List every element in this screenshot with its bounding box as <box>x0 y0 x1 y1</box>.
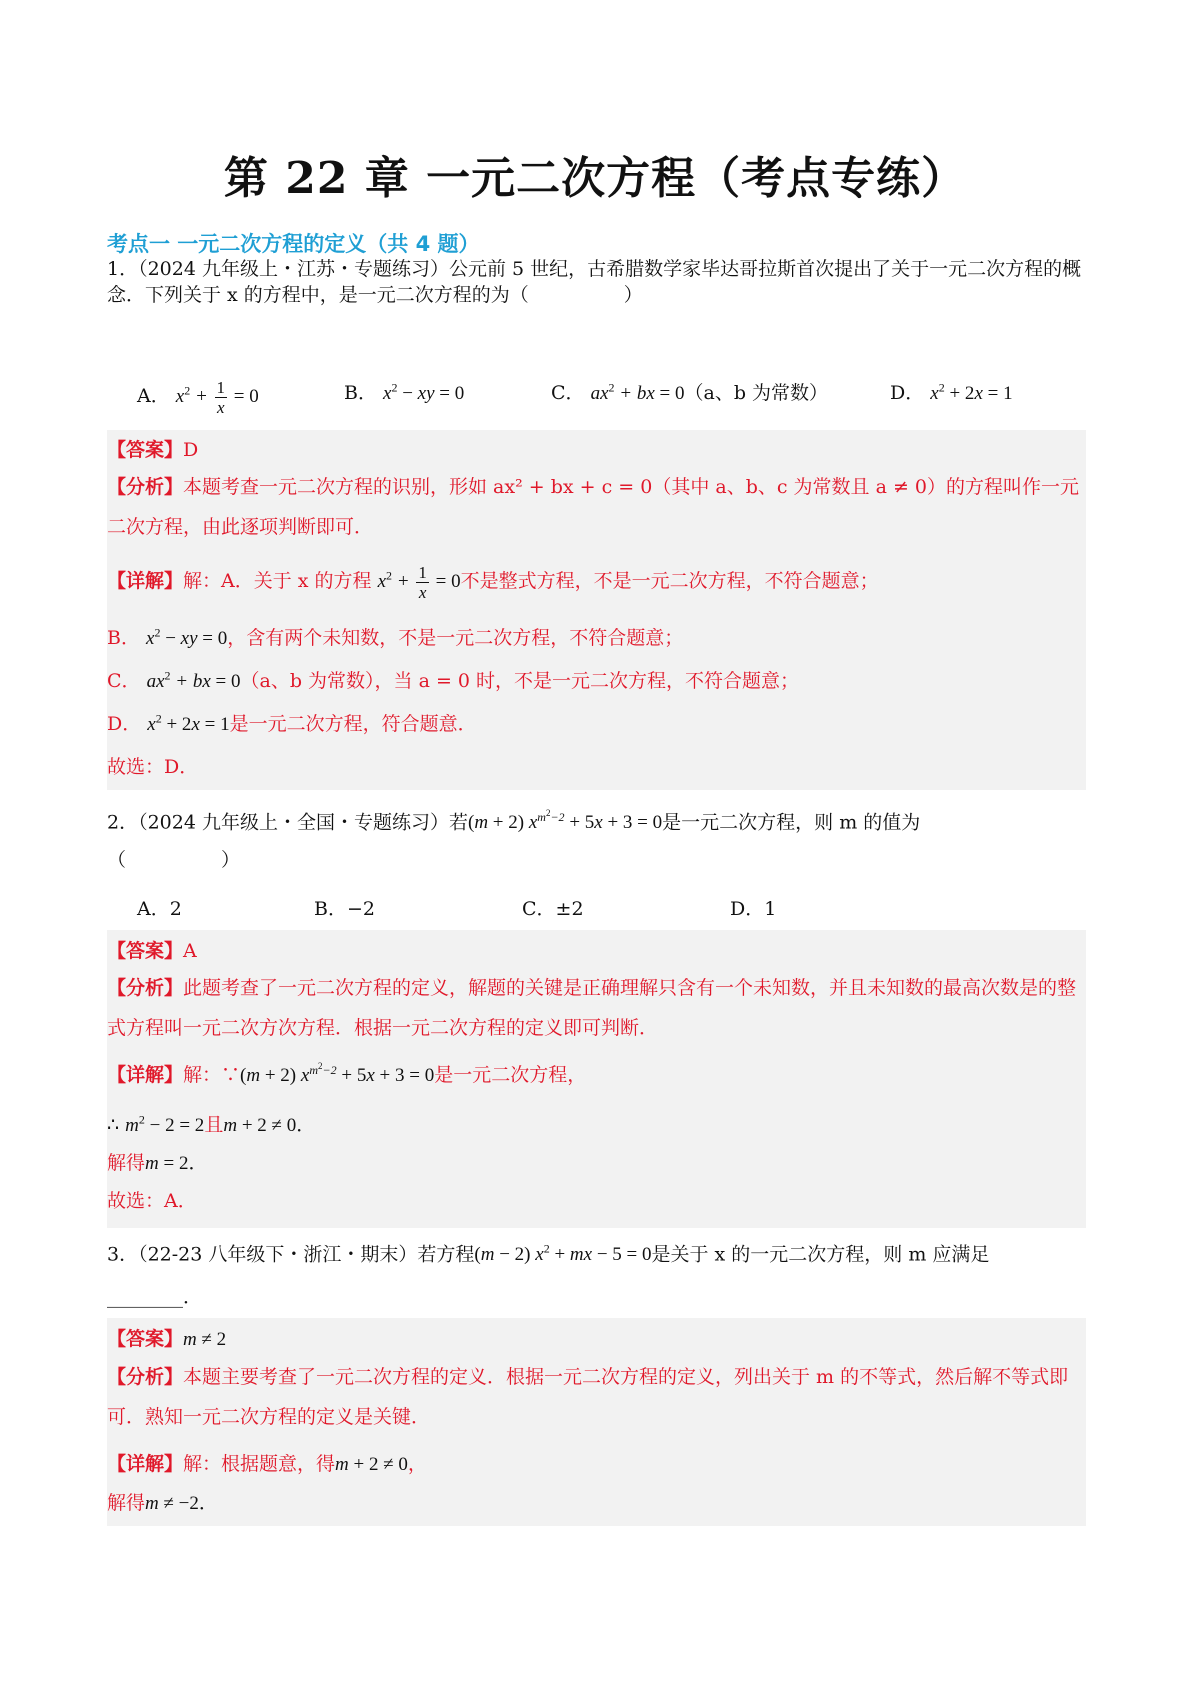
step-line: 解得m ≠ −2． <box>107 1492 218 1514</box>
answer-line: 【答案】A <box>107 940 197 962</box>
answer-line: 【答案】D <box>107 439 199 461</box>
question-3-blank: ________． <box>107 1286 203 1308</box>
answer-line: 【答案】m ≠ 2 <box>107 1328 227 1350</box>
question-1-options <box>137 378 1097 417</box>
choice-line: 故选：D． <box>107 756 199 778</box>
question-3-answer-box <box>107 1318 1086 1526</box>
choice-line: 故选：A． <box>107 1190 197 1212</box>
section-heading: 考点一 一元二次方程的定义（共 4 题） <box>107 232 480 256</box>
question-2-answer-box <box>107 930 1086 1228</box>
analysis-line: 【分析】本题考查一元二次方程的识别，形如 ax² + bx + c = 0（其中 a、b、c 为常数且 a ≠ 0）的方程叫作一元二次方程，由此逐项判断即可． <box>107 476 1079 538</box>
question-3-stem: 3．（22-23 八年级下・浙江・期末）若方程(m − 2) $x^2$ + mx − 5 = 0是关于 x 的一元二次方程，则 m 应满足 <box>107 1242 990 1266</box>
detail-line: 【详解】解：∵(m + 2) $x^{m^2-2} + 5x + 3 = 0$是一元二次方程， <box>107 1060 587 1086</box>
option-a: A．2 <box>137 898 182 920</box>
question-1-answer-box <box>107 430 1086 790</box>
detail-line-b: B． $x^2$ − xy = 0，含有两个未知数，不是一元二次方程，不符合题意； <box>107 625 684 649</box>
option-d: D．1 <box>730 898 777 920</box>
detail-line-d: D． $x^2 + 2x = 1$是一元二次方程，符合题意． <box>107 711 477 735</box>
detail-line: 【详解】解：根据题意，得m + 2 ≠ 0， <box>107 1453 427 1475</box>
step-line-1: ∴ $m^2 - 2 = 2$且m + 2 ≠ 0． <box>107 1112 316 1136</box>
detail-line-a: 【详解】解：A．关于 x 的方程 $x^2$ + $\frac{1}{x}$ = 0不是整式方程，不是一元二次方程，不符合题意； <box>107 563 879 602</box>
analysis-line: 【分析】本题主要考查了一元二次方程的定义．根据一元二次方程的定义，列出关于 m 的不等式，然后解不等式即可．熟知一元二次方程的定义是关键． <box>107 1366 1069 1428</box>
question-2-options <box>137 894 1097 924</box>
question-1-stem: 1．（2024 九年级上・江苏・专题练习）公元前 5 世纪，古希腊数学家毕达哥拉斯首次提出了关于一元二次方程的概念．下列关于 x 的方程中，是一元二次方程的为（ ） <box>107 258 1082 306</box>
option-b: B． $x^2$ − xy = 0 <box>344 380 465 404</box>
step-line-2: 解得m = 2． <box>107 1152 208 1174</box>
question-2-paren: （ ） <box>107 849 241 871</box>
question-2-stem: 2．（2024 九年级上・全国・专题练习）若(m + 2) $x^{m^2-2} + 5x + 3 = 0$是一元二次方程，则 m 的值为 <box>107 808 921 834</box>
option-b: B．−2 <box>314 898 375 920</box>
detail-line-c: C． $ax^2$ + bx = 0（a、b 为常数），当 a = 0 时，不是一元二次方程，不符合题意； <box>107 668 800 692</box>
option-d: D． $x^2 + 2x = 1$ <box>890 380 1013 404</box>
page-title: 第 22 章 一元二次方程（考点专练） <box>223 153 967 204</box>
option-c: C． $ax^2$ + bx = 0（a、b 为常数） <box>551 380 829 404</box>
option-c: C．±2 <box>522 898 584 920</box>
analysis-line: 【分析】此题考查了一元二次方程的定义，解题的关键是正确理解只含有一个未知数，并且未知数的最高次数是的整式方程叫一元二次方次方程．根据一元二次方程的定义即可判断． <box>107 977 1077 1039</box>
option-a: A． $x^2$ + $\frac{1}{x}$ = 0 <box>137 378 259 417</box>
